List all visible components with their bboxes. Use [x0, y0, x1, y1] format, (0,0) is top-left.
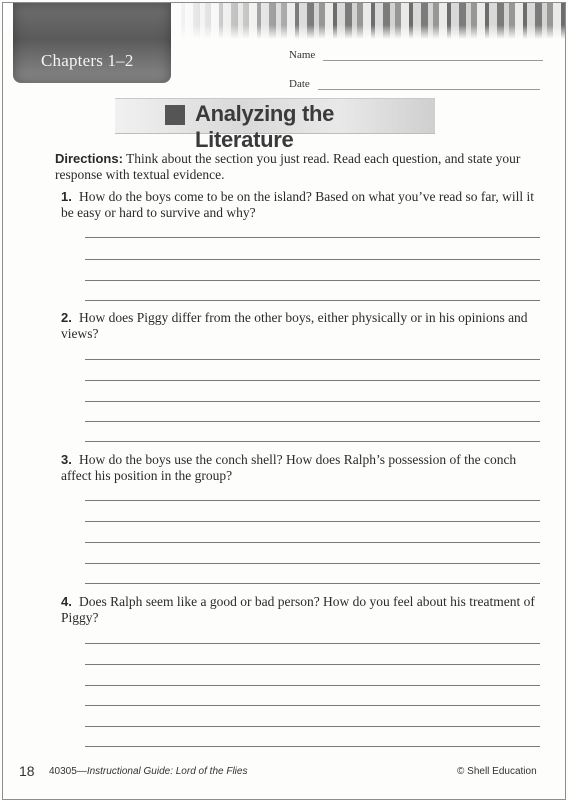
answer-line[interactable] [85, 401, 540, 402]
answer-line[interactable] [85, 746, 540, 747]
answer-line[interactable] [85, 300, 540, 301]
answer-line[interactable] [85, 685, 540, 686]
copyright: © Shell Education [457, 766, 537, 777]
name-label: Name [289, 49, 316, 61]
answer-line[interactable] [85, 280, 540, 281]
name-line[interactable] [323, 50, 543, 61]
answer-line[interactable] [85, 542, 540, 543]
directions-label: Directions: [55, 151, 123, 166]
name-field[interactable] [289, 49, 543, 61]
question-text: How do the boys use the conch shell? How does Ralph’s possession of the conch affect his position in the group? [61, 452, 517, 483]
date-field[interactable] [289, 78, 540, 90]
guide-title: Instructional Guide: Lord of the Flies [86, 766, 248, 777]
answer-line[interactable] [85, 583, 540, 584]
question-text: How does Piggy differ from the other boys, either physically or in his opinions and views? [61, 310, 528, 341]
answer-line[interactable] [85, 421, 540, 422]
title-square-icon [165, 105, 185, 125]
answer-line[interactable] [85, 500, 540, 501]
page-number: 18 [19, 763, 35, 779]
question-text: How do the boys come to be on the island? Based on what you’ve read so far, will it be easy or hard to survive and why? [61, 189, 534, 220]
answer-line[interactable] [85, 563, 540, 564]
answer-line[interactable] [85, 380, 540, 381]
question-number: 2. [61, 310, 72, 325]
answer-line[interactable] [85, 259, 540, 260]
worksheet-page [2, 2, 566, 800]
answer-line[interactable] [85, 237, 540, 238]
directions [55, 151, 545, 183]
date-label: Date [289, 78, 310, 90]
question-1 [61, 189, 545, 221]
answer-line[interactable] [85, 664, 540, 665]
directions-text: Think about the section you just read. Read each question, and state your response with textual evidence. [55, 151, 521, 182]
question-number: 3. [61, 452, 72, 467]
answer-line[interactable] [85, 521, 540, 522]
chapter-label: Chapters 1–2 [41, 51, 134, 70]
question-text: Does Ralph seem like a good or bad person? How do you feel about his treatment of Piggy? [61, 594, 535, 625]
answer-line[interactable] [85, 726, 540, 727]
answer-line[interactable] [85, 441, 540, 442]
chapter-tab [13, 3, 171, 83]
answer-line[interactable] [85, 359, 540, 360]
question-number: 1. [61, 189, 72, 204]
page-title: Analyzing the Literature [195, 101, 335, 152]
title-banner [115, 98, 435, 152]
product-code: 40305— [49, 766, 87, 777]
date-line[interactable] [318, 79, 540, 90]
answer-line[interactable] [85, 705, 540, 706]
question-number: 4. [61, 594, 72, 609]
question-3 [61, 452, 545, 484]
footer-citation [49, 766, 247, 777]
question-2 [61, 310, 545, 342]
answer-line[interactable] [85, 643, 540, 644]
question-4 [61, 594, 545, 626]
